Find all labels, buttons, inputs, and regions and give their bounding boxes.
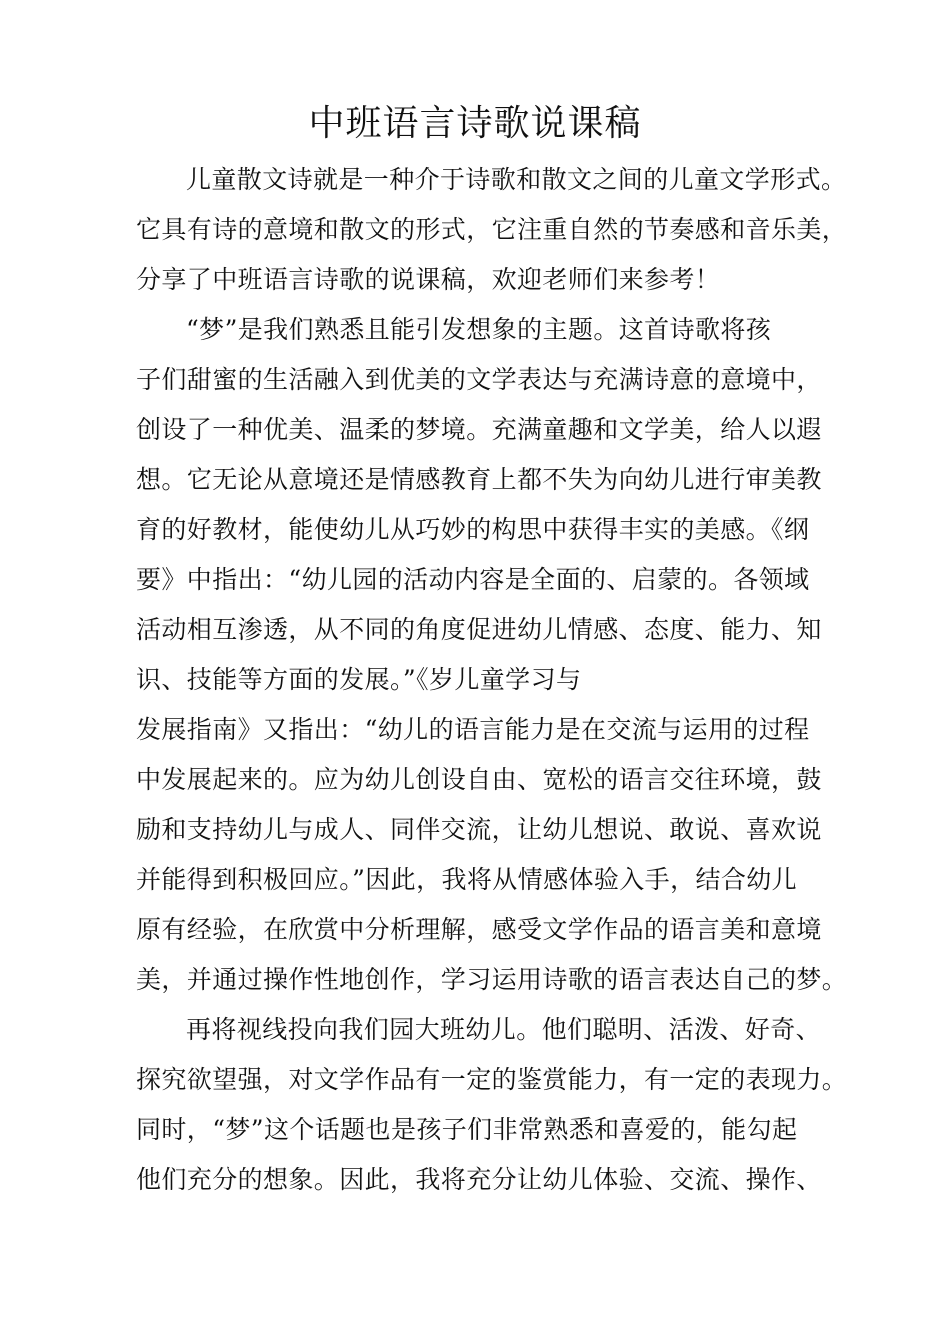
paragraph-2-line-8: 识、技能等方面的发展。”《岁儿童学习与	[136, 665, 582, 694]
paragraph-2-line-6: 要》中指出：“幼儿园的活动内容是全面的、启蒙的。各领域	[136, 565, 810, 594]
paragraph-2-line-5: 育的好教材，能使幼儿从巧妙的构思中获得丰实的美感。《纲	[136, 515, 810, 544]
paragraph-4-line-3: 同时，“梦”这个话题也是孩子们非常熟悉和喜爱的，能勾起	[136, 1115, 798, 1144]
paragraph-2-line-3: 创设了一种优美、温柔的梦境。充满童趣和文学美，给人以遐	[136, 415, 822, 444]
paragraph-1-line-2: 它具有诗的意境和散文的形式，它注重自然的节奏感和音乐美，	[136, 215, 848, 244]
paragraph-3-line-3: 励和支持幼儿与成人、同伴交流，让幼儿想说、敢说、喜欢说	[136, 815, 822, 844]
paragraph-3-line-2: 中发展起来的。应为幼儿创设自由、宽松的语言交往环境，鼓	[136, 765, 822, 794]
paragraph-4-line-4: 他们充分的想象。因此，我将充分让幼儿体验、交流、操作、	[136, 1165, 822, 1194]
paragraph-2-line-1: “梦”是我们熟悉且能引发想象的主题。这首诗歌将孩	[186, 315, 772, 344]
paragraph-3-line-4: 并能得到积极回应。”因此，我将从情感体验入手，结合幼儿	[136, 865, 798, 894]
page-title: 中班语言诗歌说课稿	[308, 103, 642, 144]
paragraph-4-line-1: 再将视线投向我们园大班幼儿。他们聪明、活泼、好奇、	[186, 1015, 822, 1044]
paragraph-1-line-3: 分享了中班语言诗歌的说课稿，欢迎老师们来参考！	[136, 265, 721, 294]
paragraph-1-line-1: 儿童散文诗就是一种介于诗歌和散文之间的儿童文学形式。	[186, 165, 847, 194]
paragraph-3-line-1: 发展指南》又指出：“幼儿的语言能力是在交流与运用的过程	[136, 715, 810, 744]
paragraph-3-line-6: 美，并通过操作性地创作，学习运用诗歌的语言表达自己的梦。	[136, 965, 848, 994]
paragraph-2-line-7: 活动相互渗透，从不同的角度促进幼儿情感、态度、能力、知	[136, 615, 822, 644]
paragraph-4-line-2: 探究欲望强，对文学作品有一定的鉴赏能力，有一定的表现力。	[136, 1065, 848, 1094]
paragraph-2-line-4: 想。它无论从意境还是情感教育上都不失为向幼儿进行审美教	[136, 465, 822, 494]
paragraph-2-line-2: 子们甜蜜的生活融入到优美的文学表达与充满诗意的意境中，	[136, 365, 822, 394]
paragraph-3-line-5: 原有经验，在欣赏中分析理解，感受文学作品的语言美和意境	[136, 915, 822, 944]
